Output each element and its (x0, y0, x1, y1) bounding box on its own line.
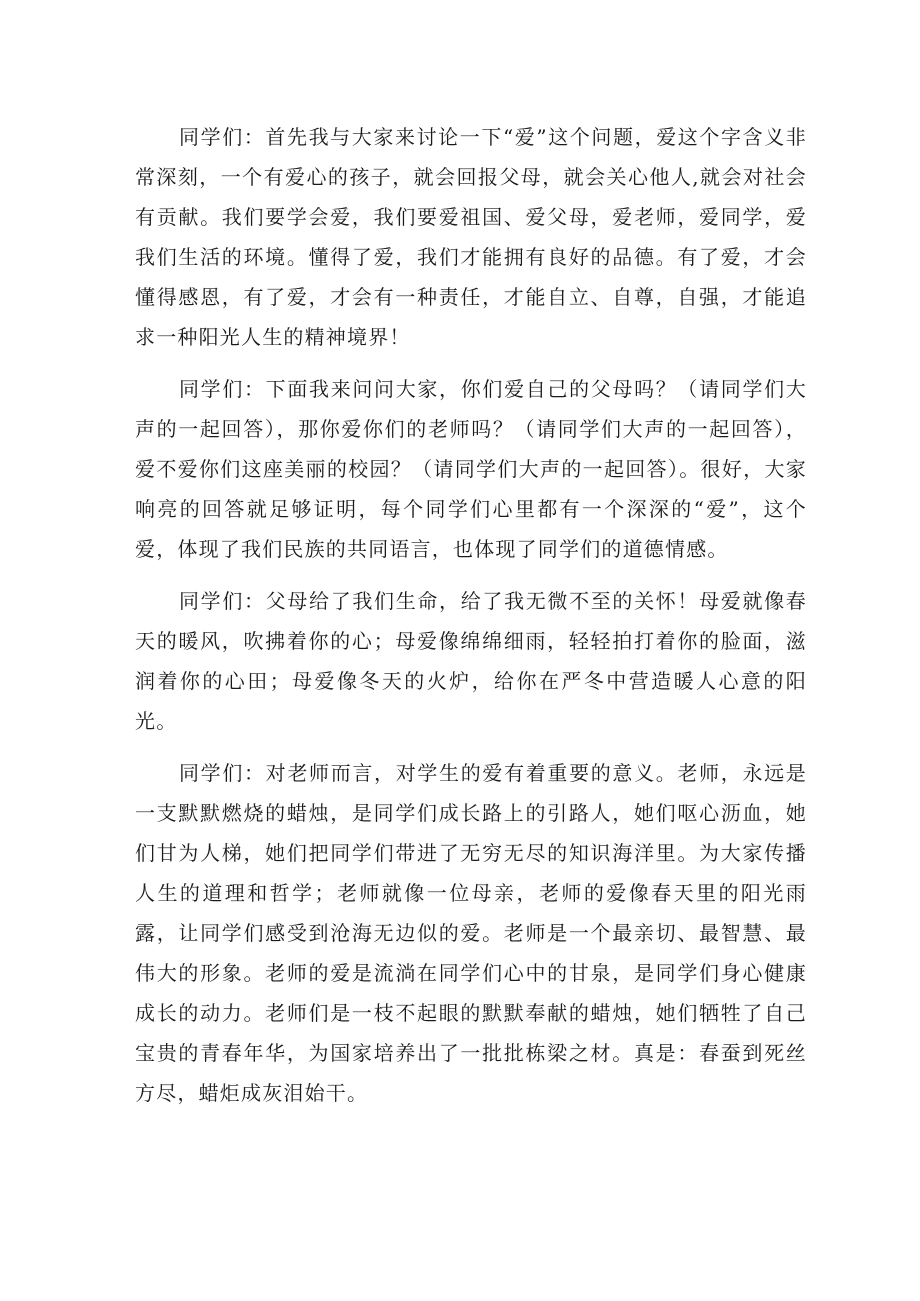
paragraph-teachers: 同学们：对老师而言，对学生的爱有着重要的意义。老师，永远是一支默默燃烧的蜡烛，是同学们成长路上的引路人，她们呕心沥血，她们甘为人梯，她们把同学们带进了无穷无尽的知识海洋里。为大家传播人生的道理和哲学；老师就像一位母亲，老师的爱像春天里的阳光雨露，让同学们感受到沧海无边似的爱。老师是一个最亲切、最智慧、最伟大的形象。老师的爱是流淌在同学们心中的甘泉，是同学们身心健康成长的动力。老师们是一枝不起眼的默默奉献的蜡烛，她们牺牲了自己宝贵的青春年华，为国家培养出了一批批栋梁之材。真是：春蚕到死丝方尽，蜡炬成灰泪始干。 (135, 761, 807, 1105)
paragraph-parents: 同学们：父母给了我们生命，给了我无微不至的关怀！母爱就像春天的暖风，吹拂着你的心；母爱像绵绵细雨，轻轻拍打着你的脸面，滋润着你的心田；母爱像冬天的火炉，给你在严冬中营造暖人心意的阳光。 (135, 589, 807, 733)
paragraph-love-intro: 同学们：首先我与大家来讨论一下“爱”这个问题，爱这个字含义非常深刻，一个有爱心的孩子，就会回报父母，就会关心他人,就会对社会有贡献。我们要学会爱，我们要爱祖国、爱父母，爱老师，爱同学，爱我们生活的环境。懂得了爱，我们才能拥有良好的品德。有了爱，才会懂得感恩，有了爱，才会有一种责任，才能自立、自尊，自强，才能追求一种阳光人生的精神境界！ (135, 125, 807, 349)
document-body (135, 117, 807, 1125)
paragraph-questions: 同学们：下面我来问问大家，你们爱自己的父母吗？（请同学们大声的一起回答），那你爱你们的老师吗？（请同学们大声的一起回答），爱不爱你们这座美丽的校园？（请同学们大声的一起回答）。很好，大家响亮的回答就足够证明，每个同学们心里都有一个深深的“爱”，这个爱，体现了我们民族的共同语言，也体现了同学们的道德情感。 (135, 377, 807, 561)
